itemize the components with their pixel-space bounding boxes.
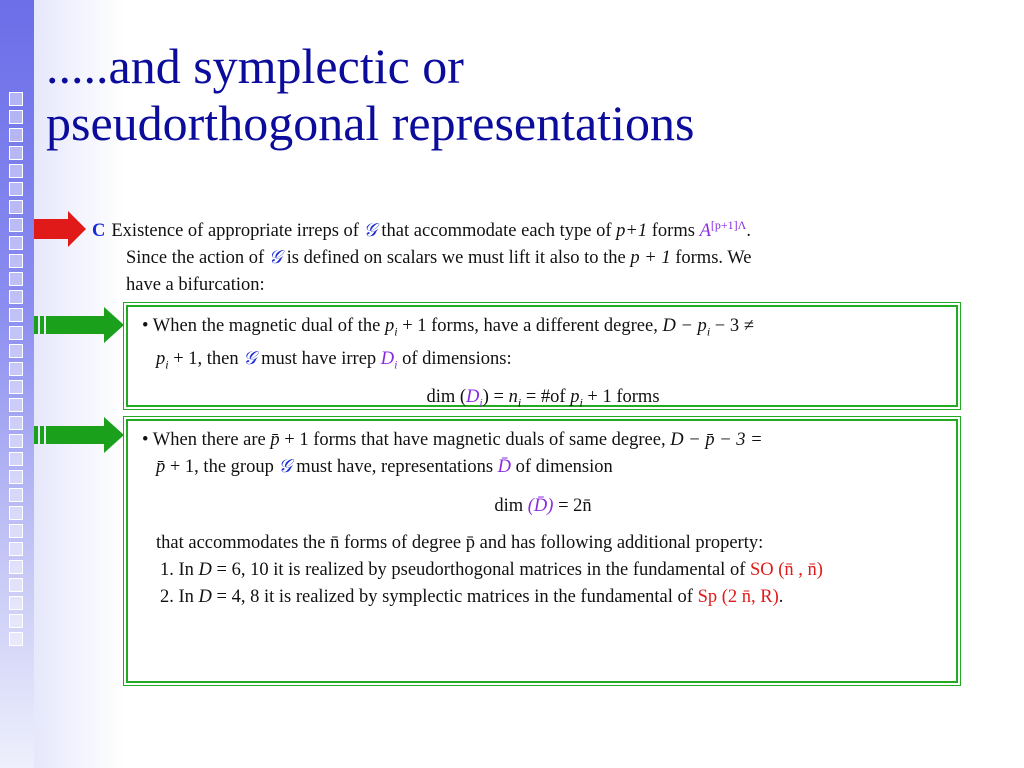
math: D — [198, 587, 212, 607]
item-c-line-2 — [92, 245, 932, 272]
text: . — [746, 221, 751, 242]
math: = #of — [525, 387, 566, 408]
group-symbol: 𝒢 — [363, 221, 377, 242]
math-group-sp: Sp (2 n̄, R) — [697, 587, 779, 607]
math-sub: i — [517, 396, 522, 411]
text: . — [778, 587, 784, 607]
list-item-1 — [142, 557, 944, 584]
math: dim ( — [426, 387, 467, 408]
box-different-degree — [126, 305, 958, 411]
box1-line-1 — [142, 313, 944, 346]
bullet: • — [142, 430, 149, 450]
text: + 1 forms that have magnetic duals of same degree, — [284, 430, 666, 450]
text: must have irrep — [261, 348, 377, 369]
text: = 6, 10 it is realized by pseudorthogonal matrices in the fundamental of — [216, 560, 746, 580]
text: of dimensions: — [402, 348, 512, 369]
item-c-line-3: have a bifurcation: — [126, 275, 265, 296]
box-same-degree — [126, 419, 958, 683]
text: When the magnetic dual of the — [152, 316, 381, 336]
text: + 1 forms, have a different degree, — [402, 316, 658, 336]
box2-line-1 — [142, 427, 944, 454]
math-sub: i — [579, 396, 583, 411]
text: + 1, then — [173, 348, 239, 369]
title-line-1: .....and symplectic or — [46, 38, 464, 94]
math: n — [508, 387, 518, 408]
text: must have, representations — [296, 457, 494, 477]
math: ) = — [482, 387, 504, 408]
math-group-so: SO (n̄ , n̄) — [749, 560, 823, 580]
text: 1. In — [160, 560, 194, 580]
text: Existence of appropriate irreps of — [111, 221, 359, 242]
green-arrow-icon — [34, 415, 126, 455]
math-D: D — [380, 348, 395, 369]
math-D: D — [466, 387, 480, 408]
text: forms. We — [675, 248, 752, 269]
box1-line-2 — [142, 346, 944, 379]
item-c-label: C — [92, 221, 106, 242]
title-line-2: pseudorthogonal representations — [46, 95, 695, 151]
green-arrow-icon — [34, 305, 126, 345]
box2-line-2 — [142, 454, 944, 481]
math: = 2n̄ — [558, 496, 592, 516]
text: 2. In — [160, 587, 194, 607]
math: p — [156, 348, 166, 369]
math: D − p — [662, 316, 707, 336]
math: D — [198, 560, 212, 580]
math-sub: i — [165, 357, 169, 372]
red-arrow-icon — [34, 209, 88, 249]
math-sub: i — [479, 396, 483, 411]
text: is defined on scalars we must lift it also to the — [286, 248, 626, 269]
list-item-2 — [142, 584, 944, 611]
math-sub: i — [394, 324, 398, 339]
math: p̄ — [270, 430, 280, 450]
math: + 1 forms — [587, 387, 660, 408]
group-symbol: 𝒢 — [268, 248, 283, 269]
sidebar-squares — [9, 92, 25, 650]
math-superscript: [p+1]Λ — [710, 218, 747, 232]
text: of dimension — [515, 457, 613, 477]
math: p — [570, 387, 580, 408]
text: When there are — [152, 430, 266, 450]
box1-equation — [142, 384, 944, 417]
text: + 1, the group — [169, 457, 274, 477]
math-D: (D̄) — [527, 496, 554, 516]
math: p+1 — [616, 221, 648, 242]
math: − 3 ≠ — [714, 316, 754, 336]
math: D − p̄ − 3 = — [670, 430, 763, 450]
text: forms — [651, 221, 695, 242]
math: p — [384, 316, 395, 336]
text: Since the action of — [126, 248, 265, 269]
math-sub: i — [706, 324, 711, 339]
slide-title — [46, 38, 966, 152]
math-A: A — [699, 221, 711, 242]
math: p + 1 — [630, 248, 671, 269]
math: p̄ — [156, 457, 166, 477]
item-c — [92, 212, 932, 299]
box2-equation — [142, 493, 944, 520]
bullet: • — [142, 316, 149, 336]
group-symbol: 𝒢 — [243, 348, 257, 369]
group-symbol: 𝒢 — [278, 457, 292, 477]
text: that accommodate each type of — [381, 221, 612, 242]
box2-line-3: that accommodates the n̄ forms of degree p̄ and has following additional property: — [156, 533, 764, 553]
math-D: D̄ — [497, 457, 512, 477]
item-c-line-1 — [92, 212, 932, 245]
text: = 4, 8 it is realized by symplectic matrices in the fundamental of — [216, 587, 693, 607]
math-sub: i — [394, 357, 398, 372]
math: dim — [494, 496, 524, 516]
